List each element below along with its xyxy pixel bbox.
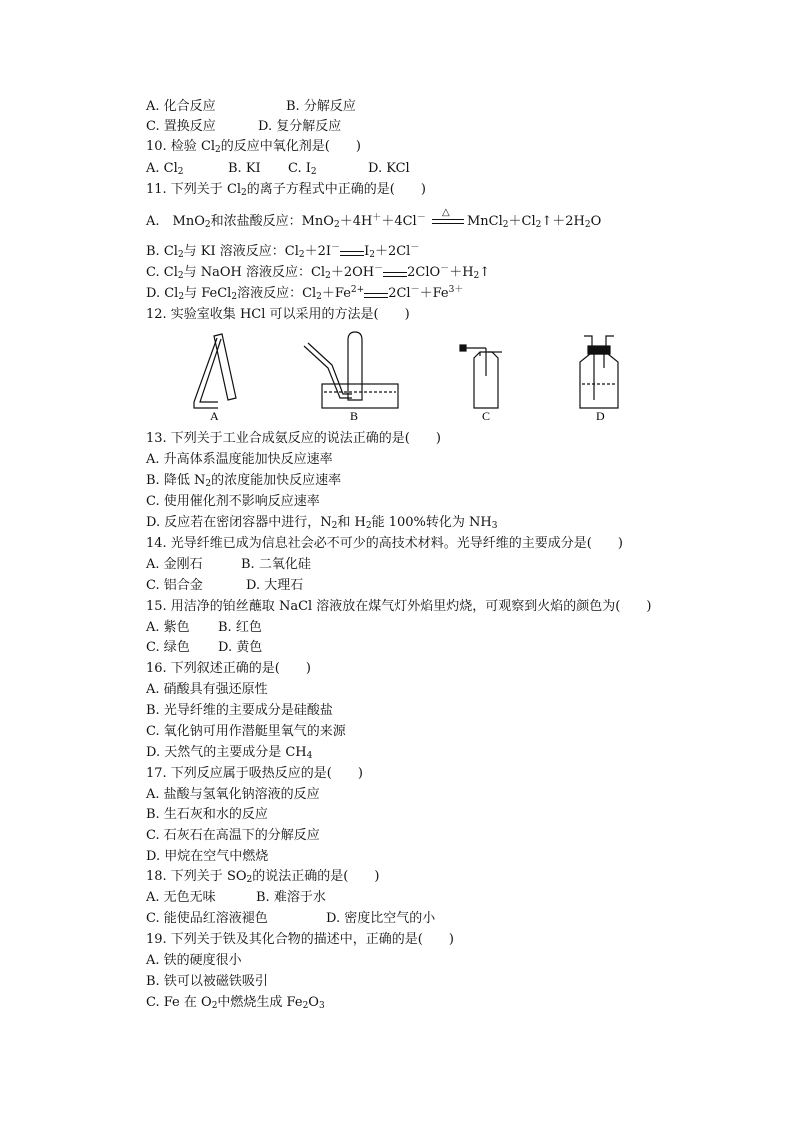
q17-option-b: B. 生石灰和水的反应 — [146, 807, 268, 822]
q19-option-c: C. Fe 在 $O_2$中燃烧生成 $Fe_2O_3$ — [146, 995, 325, 1011]
q14-stem: 14. 光导纤维已成为信息社会必不可少的高技术材料。光导纤维的主要成分是( ) — [146, 536, 623, 551]
q10-option-d: D. KCl — [368, 161, 410, 176]
q14-options-row2 — [146, 577, 303, 595]
q11-option-a-right: $MnCl_2+Cl_2↑+2H_2O$ — [467, 214, 602, 230]
q19-option-b: B. 铁可以被磁铁吸引 — [146, 974, 268, 989]
q11-option-a-left: A. MnO$_2$和浓盐酸反应：MnO$_2$＋4H＋＋4Cl－ — [146, 213, 426, 230]
q15-option-a: A. 紫色 — [146, 620, 190, 635]
q10-options — [146, 160, 410, 178]
q11-option-c: C. $Cl_2$与 NaOH 溶液反应：$Cl_2+2OH^-$ $2ClO^-+H_2↑$ — [146, 264, 491, 281]
q14-option-a: A. 金刚石 — [146, 557, 203, 572]
q17-option-c: C. 石灰石在高温下的分解反应 — [146, 828, 320, 843]
q10-option-a: A. $Cl_2$ — [146, 161, 184, 177]
q10-option-c: C. $I_2$ — [288, 161, 317, 177]
q16-option-b: B. 光导纤维的主要成分是硅酸盐 — [146, 703, 333, 718]
gas-collection-apparatus-figure — [180, 328, 640, 424]
q15-options-row2 — [146, 639, 262, 657]
reaction-equals-line — [432, 219, 464, 224]
q18-options-row1 — [146, 889, 326, 907]
q14-option-d: D. 大理石 — [246, 578, 304, 593]
q13-option-c: C. 使用催化剂不影响反应速率 — [146, 494, 320, 509]
q15-stem: 15. 用洁净的铂丝蘸取 NaCl 溶液放在煤气灯外焰里灼烧，可观察到火焰的颜色为( ) — [146, 599, 652, 614]
q9-options-row1 — [146, 98, 356, 116]
q10-stem: 10. 检验 $Cl_2$的反应中氧化剂是( ) — [146, 139, 361, 155]
q12-stem: 12. 实验室收集 HCl 可以采用的方法是( ) — [146, 307, 410, 322]
label-a: A — [210, 409, 219, 423]
q16-option-a: A. 硝酸具有强还原性 — [146, 682, 268, 697]
apparatus-b — [304, 332, 398, 408]
q9-option-b: B. 分解反应 — [286, 99, 356, 114]
label-d: D — [596, 409, 605, 423]
q16-option-c: C. 氧化钠可用作潜艇里氧气的来源 — [146, 724, 346, 739]
q9-options-row2 — [146, 118, 341, 136]
q18-option-b: B. 难溶于水 — [256, 890, 326, 905]
q13-option-b: B. 降低 $N_2$的浓度能加快反应速率 — [146, 473, 342, 489]
q15-options-row1 — [146, 619, 262, 637]
q18-option-d: D. 密度比空气的小 — [326, 911, 436, 926]
q18-stem: 18. 下列关于 $SO_2$的说法正确的是( ) — [146, 869, 380, 885]
q13-stem: 13. 下列关于工业合成氨反应的说法正确的是( ) — [146, 431, 441, 446]
q17-stem: 17. 下列反应属于吸热反应的是( ) — [146, 766, 363, 781]
q11-stem: 11. 下列关于 $Cl_2$的离子方程式中正确的是( ) — [146, 182, 426, 198]
q14-option-b: B. 二氧化硅 — [241, 557, 311, 572]
q9-option-c: C. 置换反应 — [146, 119, 216, 134]
q16-option-d: D. 天然气的主要成分是 $CH_4$ — [146, 745, 313, 761]
q11-option-b: B. $Cl_2$与 KI 溶液反应：$Cl_2+2I^-$ $I_2+2Cl^-$ — [146, 243, 420, 260]
q13-option-d: D. 反应若在密闭容器中进行，$N_2$和 $H_2$能 100%转化为 $NH_3$ — [146, 515, 498, 531]
q19-option-a: A. 铁的硬度很小 — [146, 953, 242, 968]
apparatus-a — [194, 334, 236, 408]
q18-option-a: A. 无色无味 — [146, 890, 216, 905]
q19-stem: 19. 下列关于铁及其化合物的描述中，正确的是( ) — [146, 932, 454, 947]
q13-option-a: A. 升高体系温度能加快反应速率 — [146, 452, 333, 467]
q15-option-b: B. 红色 — [218, 620, 262, 635]
q17-option-d: D. 甲烷在空气中燃烧 — [146, 849, 269, 864]
q15-option-d: D. 黄色 — [218, 640, 263, 655]
q17-option-a: A. 盐酸与氢氧化钠溶液的反应 — [146, 787, 320, 802]
apparatus-d — [580, 336, 618, 408]
q9-option-d: D. 复分解反应 — [258, 119, 342, 134]
q14-options-row1 — [146, 556, 311, 574]
q9-option-a: A. 化合反应 — [146, 99, 216, 114]
q18-options-row2 — [146, 910, 435, 928]
q10-option-b: B. KI — [228, 161, 261, 176]
label-c: C — [482, 409, 491, 423]
label-b: B — [350, 409, 359, 423]
heat-symbol: △ — [442, 207, 450, 218]
q16-stem: 16. 下列叙述正确的是( ) — [146, 661, 311, 676]
q15-option-c: C. 绿色 — [146, 640, 190, 655]
q14-option-c: C. 铝合金 — [146, 578, 203, 593]
q18-option-c: C. 能使品红溶液褪色 — [146, 911, 268, 926]
q11-option-d: D. $Cl_2$与 FeCl$_2$溶液反应：$Cl_2+Fe^{2+}$ $2Cl^-+Fe^{3+}$ — [146, 285, 464, 302]
apparatus-c — [460, 345, 502, 408]
